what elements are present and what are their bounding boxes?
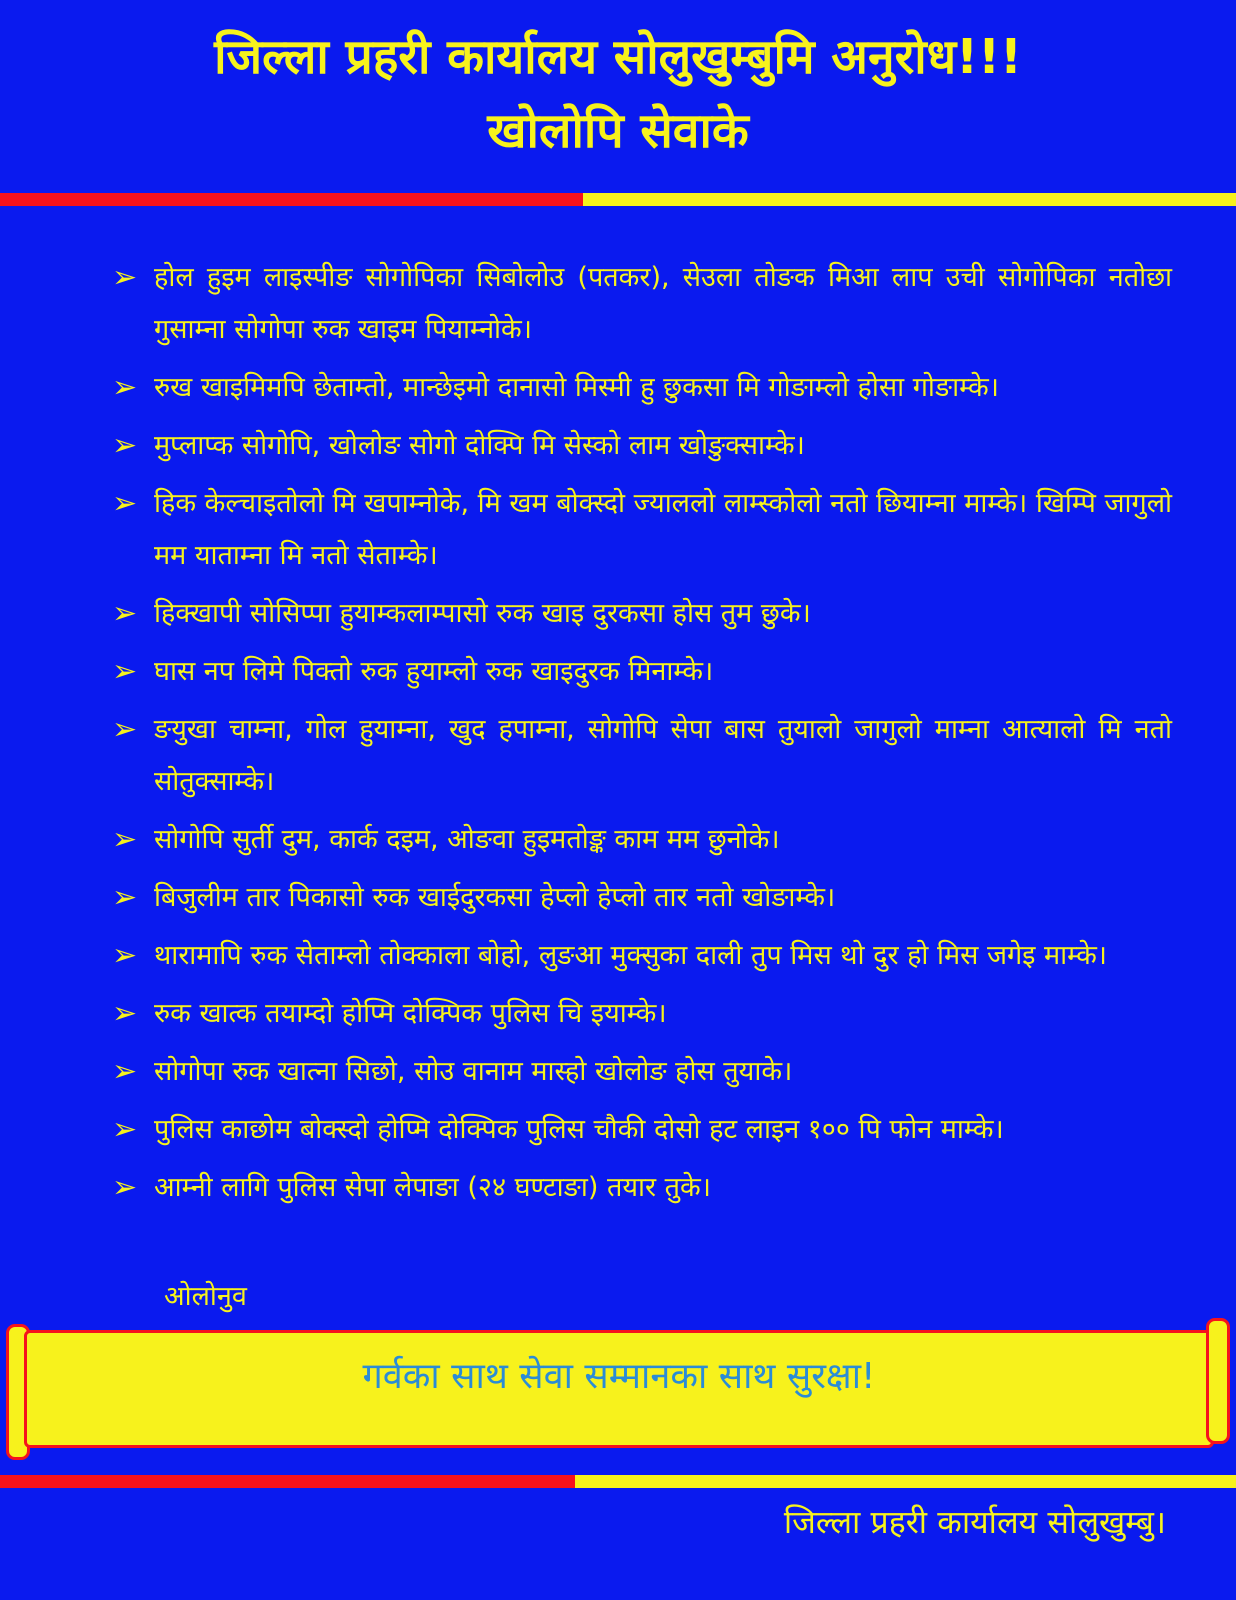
list-item [110, 588, 1172, 640]
arrow-bullet-icon: ➢ [112, 996, 138, 1031]
list-item [110, 704, 1172, 808]
arrow-bullet-icon: ➢ [112, 1054, 138, 1089]
list-item-text: हिक्खापी सोसिप्पा हुयाम्कलाम्पासो रुक खाइ दुरकसा होस तुम छुके। [154, 598, 811, 629]
list-item-text: आम्नी लागि पुलिस सेपा लेपाङा (२४ घण्टाङा) तयार तुके। [154, 1172, 711, 1203]
list-item-text: मुप्लाप्क सोगोपि, खोलोङ सोगो दोक्पि मि सेस्को लाम खोङुक्साम्के। [154, 430, 805, 461]
arrow-bullet-icon: ➢ [112, 486, 138, 521]
divider-red-segment [0, 1475, 575, 1488]
arrow-bullet-icon: ➢ [112, 596, 138, 631]
arrow-bullet-icon: ➢ [112, 712, 138, 747]
top-divider [0, 193, 1236, 206]
arrow-bullet-icon: ➢ [112, 370, 138, 405]
list-item [110, 988, 1172, 1040]
list-item [110, 646, 1172, 698]
motto-banner [10, 1330, 1226, 1448]
title-line-1: जिल्ला प्रहरी कार्यालय सोलुखुम्बुमि अनुरोध!!! [214, 29, 1022, 85]
arrow-bullet-icon: ➢ [112, 654, 138, 689]
divider-red-segment [0, 193, 583, 206]
list-item-text: बिजुलीम तार पिकासो रुक खाईदुरकसा हेप्लो हेप्लो तार नतो खोङाम्के। [154, 882, 836, 913]
scroll-curl-right [1206, 1318, 1230, 1444]
list-item-text: हिक केल्चाइतोलो मि खपाम्नोके, मि खम बोक्स्दो ज्याललो लाम्स्कोलो नतो छियाम्ना माम्के। खिम्पि जागुलो मम याताम्ना मि नतो सेताम्के। [154, 488, 1172, 571]
list-item [110, 420, 1172, 472]
arrow-bullet-icon: ➢ [112, 880, 138, 915]
signoff-text: ओलोनुव [164, 1281, 247, 1312]
arrow-bullet-icon: ➢ [112, 1112, 138, 1147]
notice-list [110, 252, 1172, 1220]
divider-yellow-segment [575, 1475, 1236, 1488]
arrow-bullet-icon: ➢ [112, 428, 138, 463]
arrow-bullet-icon: ➢ [112, 260, 138, 295]
list-item [110, 478, 1172, 582]
list-item [110, 1162, 1172, 1214]
page-title [0, 20, 1236, 168]
list-item-text: सोगोपि सुर्ती दुम, कार्क दइम, ओङवा हुइमतोङ्क काम मम छुनोके। [154, 824, 780, 855]
list-item [110, 362, 1172, 414]
arrow-bullet-icon: ➢ [112, 938, 138, 973]
scroll-body [24, 1330, 1214, 1448]
list-item [110, 872, 1172, 924]
list-item-text: होल हुइम लाइस्पीङ सोगोपिका सिबोलोउ (पतकर), सेउला तोङक मिआ लाप उची सोगोपिका नतोछा गुसाम्ना सोगोपा रुक खाइम पियाम्नोके। [154, 262, 1172, 345]
list-item-text: घास नप लिमे पिक्तो रुक हुयाम्लो रुक खाइदुरक मिनाम्के। [154, 656, 714, 687]
list-item [110, 1046, 1172, 1098]
list-item-text: थारामापि रुक सेताम्लो तोक्काला बोहो, लुङआ मुक्सुका दाली तुप मिस थो दुर हो मिस जगेइ माम्के। [154, 940, 1108, 971]
list-item-text: ङयुखा चाम्ना, गोल हुयाम्ना, खुद हपाम्ना, सोगोपि सेपा बास तुयालो जागुलो माम्ना आत्यालो मि नतो सोतुक्साम्के। [154, 714, 1172, 797]
list-item-text: रुख खाइमिमपि छेताम्तो, मान्छेइमो दानासो मिस्मी हु छुकसा मि गोङाम्लो होसा गोङाम्के। [154, 372, 999, 403]
list-item-text: पुलिस काछोम बोक्स्दो होप्मि दोक्पिक पुलिस चौकी दोसो हट लाइन १०० पि फोन माम्के। [154, 1114, 1004, 1145]
list-item [110, 814, 1172, 866]
footer-signature: जिल्ला प्रहरी कार्यालय सोलुखुम्बु। [783, 1503, 1166, 1541]
title-line-2: खोलोपि सेवाके [487, 103, 749, 159]
arrow-bullet-icon: ➢ [112, 1170, 138, 1205]
divider-yellow-segment [583, 193, 1236, 206]
list-item-text: रुक खात्क तयाम्दो होप्मि दोक्पिक पुलिस चि इयाम्के। [154, 998, 667, 1029]
list-item [110, 252, 1172, 356]
list-item [110, 1104, 1172, 1156]
arrow-bullet-icon: ➢ [112, 822, 138, 857]
list-item-text: सोगोपा रुक खात्ना सिछो, सोउ वानाम मास्हो खोलोङ होस तुयाके। [154, 1056, 793, 1087]
list-item [110, 930, 1172, 982]
bottom-divider [0, 1475, 1236, 1488]
motto-text: गर्वका साथ सेवा सम्मानका साथ सुरक्षा! [362, 1356, 876, 1397]
